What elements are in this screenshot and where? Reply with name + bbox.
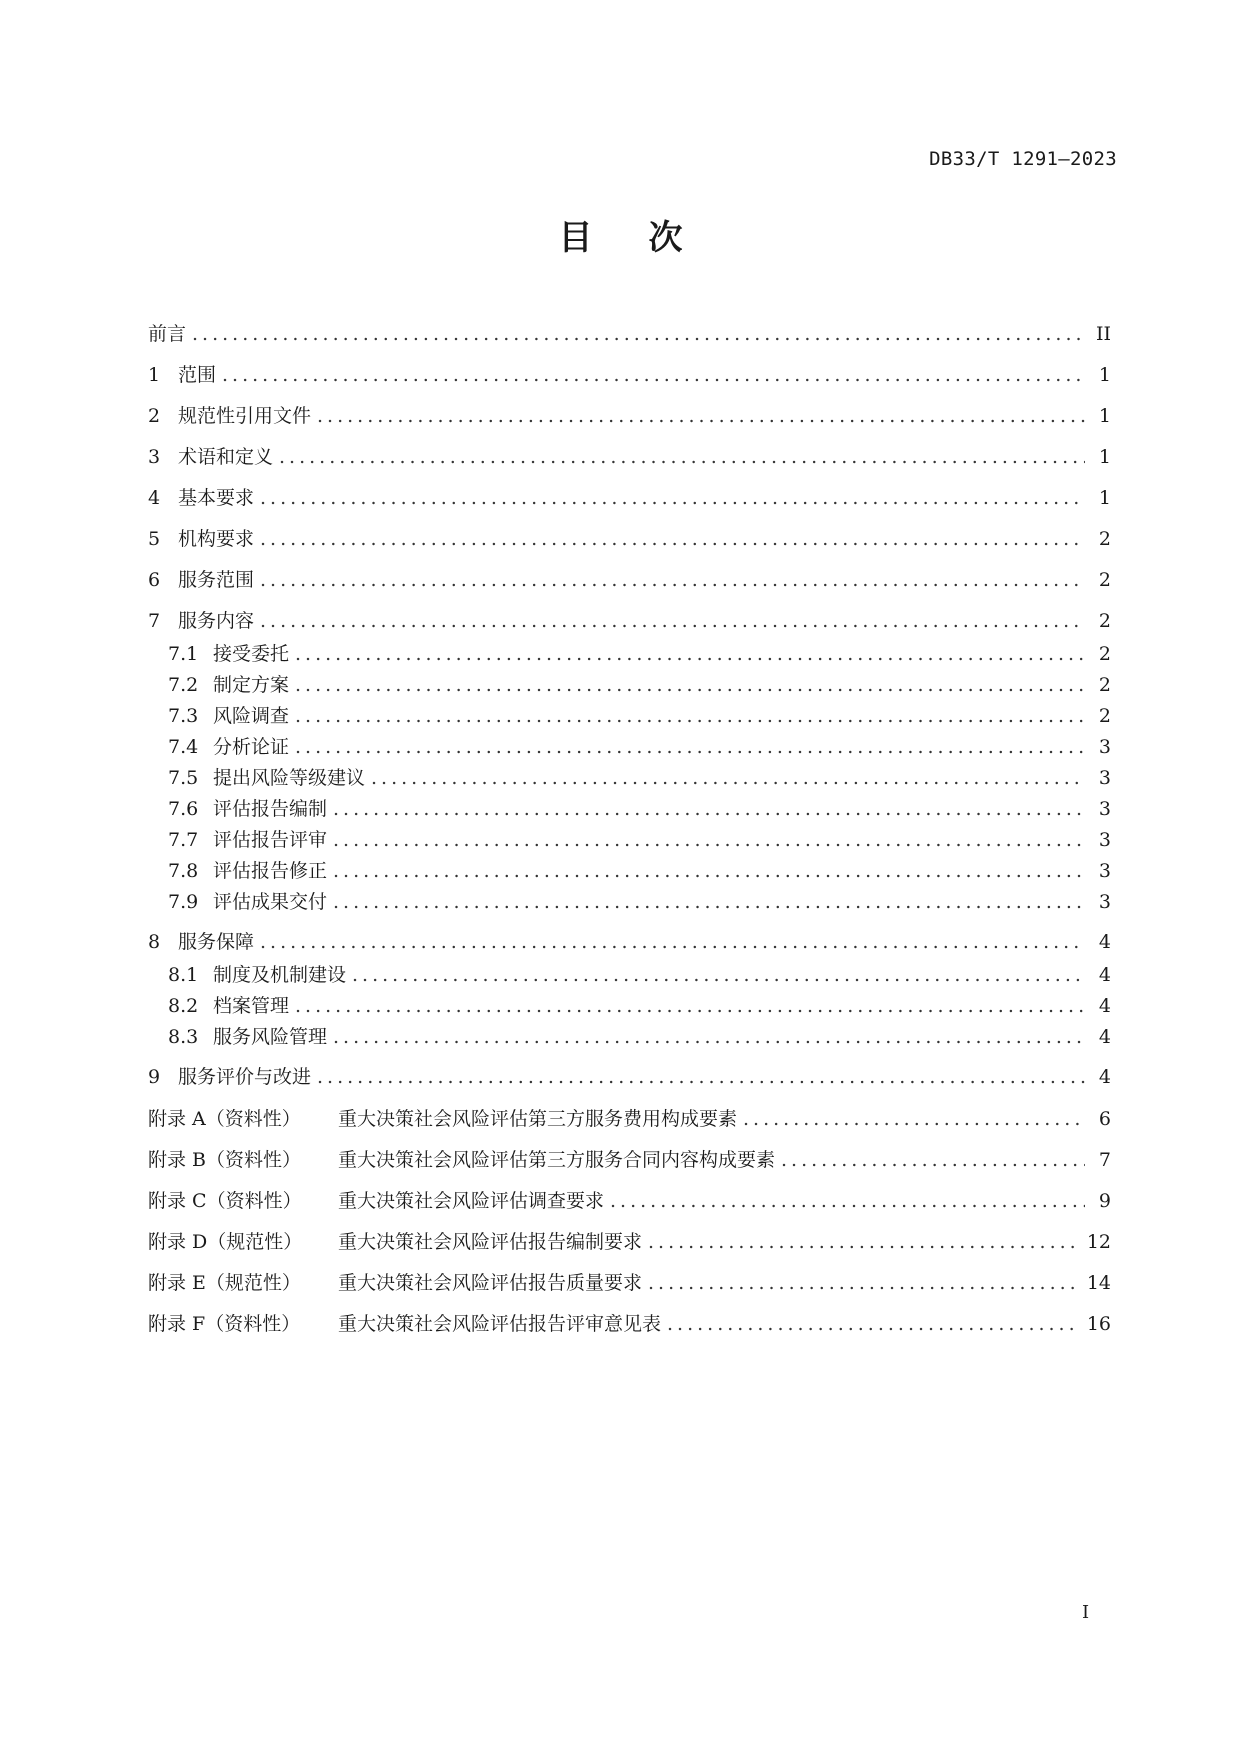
toc-subentry[interactable] <box>168 993 1111 1019</box>
toc-entry[interactable] <box>148 567 1111 593</box>
leader-dots <box>279 444 1085 470</box>
toc-entry-preface[interactable] <box>148 321 1111 347</box>
toc-page: 14 <box>1086 1272 1111 1294</box>
toc-number: 8.1 <box>168 964 199 986</box>
toc-number: 8.2 <box>168 995 199 1017</box>
toc-entry[interactable] <box>148 526 1111 552</box>
toc-subentry[interactable] <box>168 796 1111 822</box>
toc-label: 服务风险管理 <box>213 1026 328 1048</box>
toc-label: 评估报告修正 <box>213 860 328 882</box>
leader-dots <box>317 403 1085 429</box>
toc-annex-entry[interactable] <box>148 1270 1111 1296</box>
toc-entry[interactable] <box>148 403 1111 429</box>
toc-page: 2 <box>1098 528 1111 550</box>
leader-dots <box>295 734 1085 760</box>
toc-number: 1 <box>148 364 161 386</box>
toc-entry[interactable] <box>148 1064 1111 1090</box>
toc-annex-entry[interactable] <box>148 1311 1111 1337</box>
toc-label: 档案管理 <box>213 995 290 1017</box>
toc-entry[interactable] <box>148 608 1111 634</box>
toc-page: 1 <box>1098 405 1111 427</box>
toc-page: 9 <box>1098 1190 1111 1212</box>
title-char-2: 次 <box>648 218 683 258</box>
toc-label: 服务范围 <box>178 569 255 591</box>
toc-label: 服务保障 <box>178 931 255 953</box>
toc-page: II <box>1095 323 1111 345</box>
toc-label: 重大决策社会风险评估报告质量要求 <box>338 1272 643 1294</box>
leader-dots <box>333 1024 1085 1050</box>
toc-page: 4 <box>1098 964 1111 986</box>
toc-number: 7 <box>148 610 161 632</box>
leader-dots <box>743 1106 1085 1132</box>
leader-dots <box>260 485 1085 511</box>
leader-dots <box>260 526 1085 552</box>
toc-label: 机构要求 <box>178 528 255 550</box>
leader-dots <box>333 827 1085 853</box>
toc-number: 7.1 <box>168 643 199 665</box>
leader-dots <box>222 362 1085 388</box>
toc-label: 重大决策社会风险评估报告评审意见表 <box>338 1313 662 1335</box>
toc-page: 4 <box>1098 1066 1111 1088</box>
toc-number: 7.6 <box>168 798 199 820</box>
toc-entry[interactable] <box>148 362 1111 388</box>
toc-number: 7.7 <box>168 829 199 851</box>
toc-label: 制度及机制建设 <box>213 964 347 986</box>
leader-dots <box>333 858 1085 884</box>
toc-annex-entry[interactable] <box>148 1147 1111 1173</box>
toc-page: 2 <box>1098 569 1111 591</box>
toc-label: 重大决策社会风险评估报告编制要求 <box>338 1231 643 1253</box>
toc-page: 16 <box>1086 1313 1111 1335</box>
toc-number: 4 <box>148 487 161 509</box>
leader-dots <box>352 962 1085 988</box>
toc-annex-entry[interactable] <box>148 1188 1111 1214</box>
annex-type: 附录 A（资料性） <box>148 1108 301 1130</box>
toc-subentry[interactable] <box>168 1024 1111 1050</box>
leader-dots <box>317 1064 1085 1090</box>
toc-label: 规范性引用文件 <box>178 405 312 427</box>
toc-label: 术语和定义 <box>178 446 274 468</box>
leader-dots <box>295 641 1085 667</box>
toc-label: 提出风险等级建议 <box>213 767 366 789</box>
toc-subentry[interactable] <box>168 827 1111 853</box>
document-id: DB33/T 1291—2023 <box>929 148 1117 170</box>
leader-dots <box>610 1188 1085 1214</box>
toc-page: 12 <box>1086 1231 1111 1253</box>
leader-dots <box>295 993 1085 1019</box>
leader-dots <box>333 889 1085 915</box>
toc-entry[interactable] <box>148 929 1111 955</box>
toc-number: 2 <box>148 405 161 427</box>
toc-page: 6 <box>1098 1108 1111 1130</box>
toc-number: 7.5 <box>168 767 199 789</box>
toc-subentry[interactable] <box>168 858 1111 884</box>
toc-entry[interactable] <box>148 444 1111 470</box>
leader-dots <box>192 321 1085 347</box>
toc-number: 3 <box>148 446 161 468</box>
footer-page-number: I <box>1082 1602 1090 1623</box>
toc-number: 7.2 <box>168 674 199 696</box>
toc-page: 1 <box>1098 487 1111 509</box>
toc-subentry[interactable] <box>168 703 1111 729</box>
toc-label: 重大决策社会风险评估第三方服务合同内容构成要素 <box>338 1149 776 1171</box>
toc-page: 2 <box>1098 705 1111 727</box>
toc-number: 9 <box>148 1066 161 1088</box>
toc-subentry[interactable] <box>168 765 1111 791</box>
toc-label: 重大决策社会风险评估第三方服务费用构成要素 <box>338 1108 738 1130</box>
toc-number: 5 <box>148 528 161 550</box>
toc-page: 4 <box>1098 931 1111 953</box>
toc-page: 2 <box>1098 674 1111 696</box>
toc-page: 1 <box>1098 446 1111 468</box>
toc-page: 7 <box>1098 1149 1111 1171</box>
toc-page: 3 <box>1098 798 1111 820</box>
page-title <box>0 210 1241 259</box>
toc-label: 基本要求 <box>178 487 255 509</box>
leader-dots <box>648 1270 1079 1296</box>
toc-label: 服务评价与改进 <box>178 1066 312 1088</box>
leader-dots <box>648 1229 1079 1255</box>
toc-number: 7.3 <box>168 705 199 727</box>
toc-subentry[interactable] <box>168 734 1111 760</box>
annex-type: 附录 E（规范性） <box>148 1272 301 1294</box>
toc-page: 4 <box>1098 995 1111 1017</box>
leader-dots <box>781 1147 1085 1173</box>
toc-label: 范围 <box>178 364 217 386</box>
toc-number: 7.8 <box>168 860 199 882</box>
toc-label: 评估报告编制 <box>213 798 328 820</box>
toc-page: 3 <box>1098 829 1111 851</box>
toc-label: 分析论证 <box>213 736 290 758</box>
leader-dots <box>295 703 1085 729</box>
toc-subentry[interactable] <box>168 889 1111 915</box>
leader-dots <box>260 608 1085 634</box>
annex-type: 附录 C（资料性） <box>148 1190 302 1212</box>
toc-annex-entry[interactable] <box>148 1106 1111 1132</box>
toc-page: 3 <box>1098 860 1111 882</box>
leader-dots <box>260 929 1085 955</box>
toc-page: 4 <box>1098 1026 1111 1048</box>
leader-dots <box>295 672 1085 698</box>
toc-number: 7.9 <box>168 891 199 913</box>
toc-page: 3 <box>1098 767 1111 789</box>
toc-page: 3 <box>1098 736 1111 758</box>
annex-type: 附录 D（规范性） <box>148 1231 303 1253</box>
annex-type: 附录 F（资料性） <box>148 1313 301 1335</box>
toc-label: 服务内容 <box>178 610 255 632</box>
toc-label: 重大决策社会风险评估调查要求 <box>338 1190 605 1212</box>
toc-subentry[interactable] <box>168 641 1111 667</box>
toc-annex-entry[interactable] <box>148 1229 1111 1255</box>
toc-page: 1 <box>1098 364 1111 386</box>
leader-dots <box>260 567 1085 593</box>
toc-page: 2 <box>1098 610 1111 632</box>
toc-subentry[interactable] <box>168 672 1111 698</box>
toc-label: 前言 <box>148 323 187 345</box>
leader-dots <box>371 765 1085 791</box>
toc-number: 6 <box>148 569 161 591</box>
toc-page: 2 <box>1098 643 1111 665</box>
leader-dots <box>333 796 1085 822</box>
toc-number: 8.3 <box>168 1026 199 1048</box>
toc-entry[interactable] <box>148 485 1111 511</box>
toc-label: 评估报告评审 <box>213 829 328 851</box>
toc-label: 风险调查 <box>213 705 290 727</box>
toc-number: 8 <box>148 931 161 953</box>
toc-page: 3 <box>1098 891 1111 913</box>
annex-type: 附录 B（资料性） <box>148 1149 302 1171</box>
toc-subentry[interactable] <box>168 962 1111 988</box>
toc-number: 7.4 <box>168 736 199 758</box>
toc-label: 制定方案 <box>213 674 290 696</box>
title-char-1: 目 <box>558 218 593 258</box>
toc-label: 接受委托 <box>213 643 290 665</box>
toc-label: 评估成果交付 <box>213 891 328 913</box>
leader-dots <box>667 1311 1079 1337</box>
